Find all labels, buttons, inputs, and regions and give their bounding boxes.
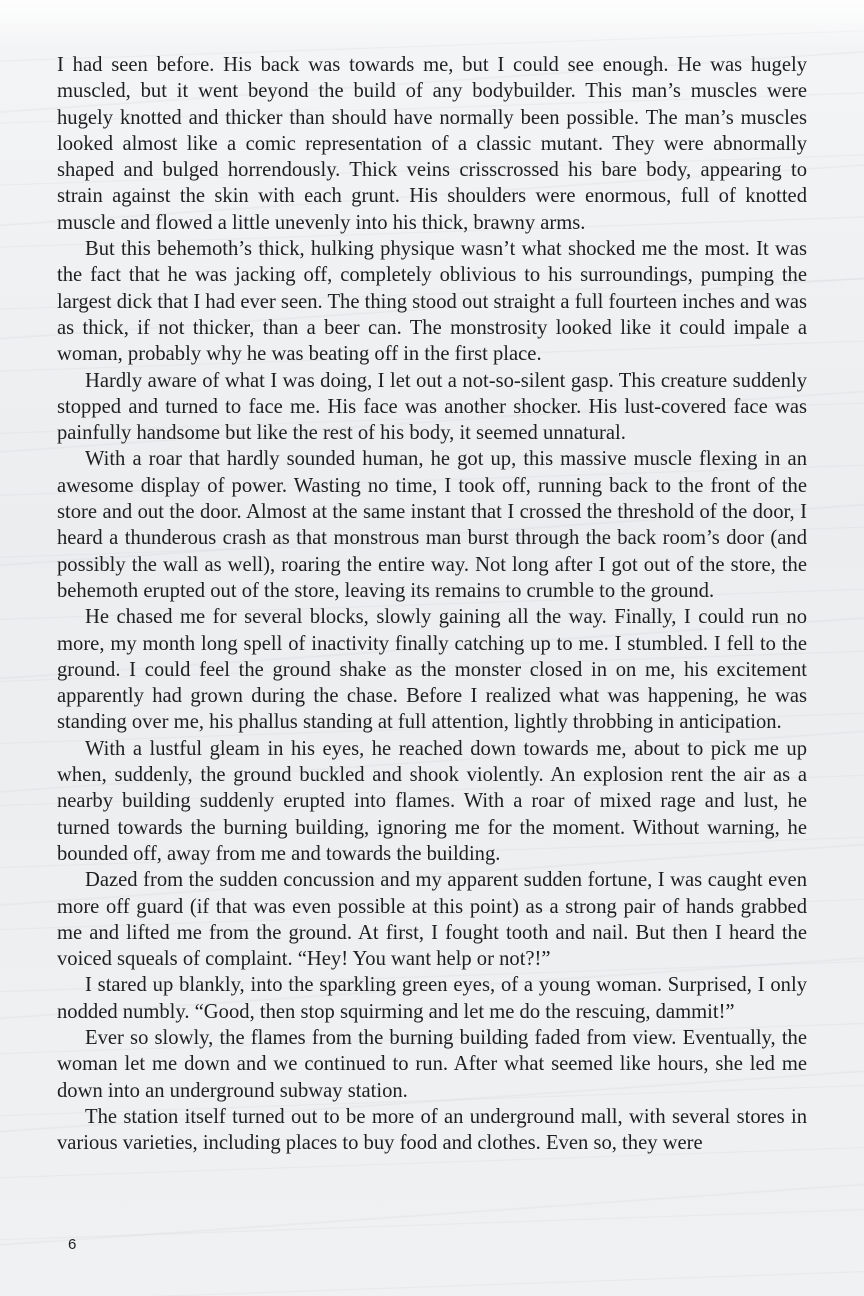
paragraph: But this behemoth’s thick, hulking physique wasn’t what shocked me the most. It was the fact that he was jacking off, completely oblivious to his surroundings, pumping the largest dick that I had ever seen. The thing stood out straight a full fourteen inches and was as thick, if not thicker, than a beer can. The monstrosity looked like it could impale a woman, probably why he was beating off in the first place. — [57, 238, 807, 366]
paragraph: Hardly aware of what I was doing, I let out a not-so-silent gasp. This creature suddenly stopped and turned to face me. His face was another shocker. His lust-covered face was painfully handsome but like the rest of his body, it seemed unnatural. — [57, 369, 807, 445]
paragraph: I stared up blankly, into the sparkling green eyes, of a young woman. Surprised, I only nodded numbly. “Good, then stop squirming and let me do the rescuing, dammit!” — [57, 974, 807, 1023]
page-header-band — [0, 0, 864, 50]
paragraph: I had seen before. His back was towards me, but I could see enough. He was hugely muscled, but it went beyond the build of any bodybuilder. This man’s muscles were hugely knotted and thicker than should have normally been possible. The man’s muscles looked almost like a comic representation of a classic mutant. They were abnormally shaped and bulged horrendously. Thick veins crisscrossed his bare body, appearing to strain against the skin with each grunt. His shoulders were enormous, full of knotted muscle and flowed a little unevenly into his thick, brawny arms. — [57, 54, 807, 234]
page-body — [57, 52, 807, 1156]
paragraph: The station itself turned out to be more of an underground mall, with several stores in various varieties, including places to buy food and clothes. Even so, they were — [57, 1105, 807, 1155]
paragraph: With a roar that hardly sounded human, he got up, this massive muscle flexing in an awesome display of power. Wasting no time, I took off, running back to the front of the store and out the door. Almost at the same instant that I crossed the threshold of the door, I heard a thunderous crash as that monstrous man burst through the back room’s door (and possibly the wall as well), roaring the entire way. Not long after I got out of the store, the behemoth erupted out of the store, leaving its remains to crumble to the ground. — [57, 448, 807, 602]
paragraph: He chased me for several blocks, slowly gaining all the way. Finally, I could run no more, my month long spell of inactivity finally catching up to me. I stumbled. I fell to the ground. I could feel the ground shake as the monster closed in on me, his excitement apparently had grown during the chase. Before I realized what was happening, he was standing over me, his phallus standing at full attention, lightly throbbing in anticipation. — [57, 606, 807, 734]
page-number: 6 — [68, 1236, 77, 1253]
paragraph: Dazed from the sudden concussion and my apparent sudden fortune, I was caught even more off guard (if that was even possible at this point) as a strong pair of hands grabbed me and lifted me from the ground. At first, I fought tooth and nail. But then I heard the voiced squeals of complaint. “Hey! You want help or not?!” — [57, 869, 807, 971]
paragraph: With a lustful gleam in his eyes, he reached down towards me, about to pick me up when, suddenly, the ground buckled and shook violently. An explosion rent the air as a nearby building suddenly erupted into flames. With a roar of mixed rage and lust, he turned towards the burning building, ignoring me for the moment. Without warning, he bounded off, away from me and towards the building. — [57, 737, 807, 865]
paragraph: Ever so slowly, the flames from the burning building faded from view. Eventually, the woman let me down and we continued to run. After what seemed like hours, she led me down into an underground subway station. — [57, 1026, 807, 1102]
